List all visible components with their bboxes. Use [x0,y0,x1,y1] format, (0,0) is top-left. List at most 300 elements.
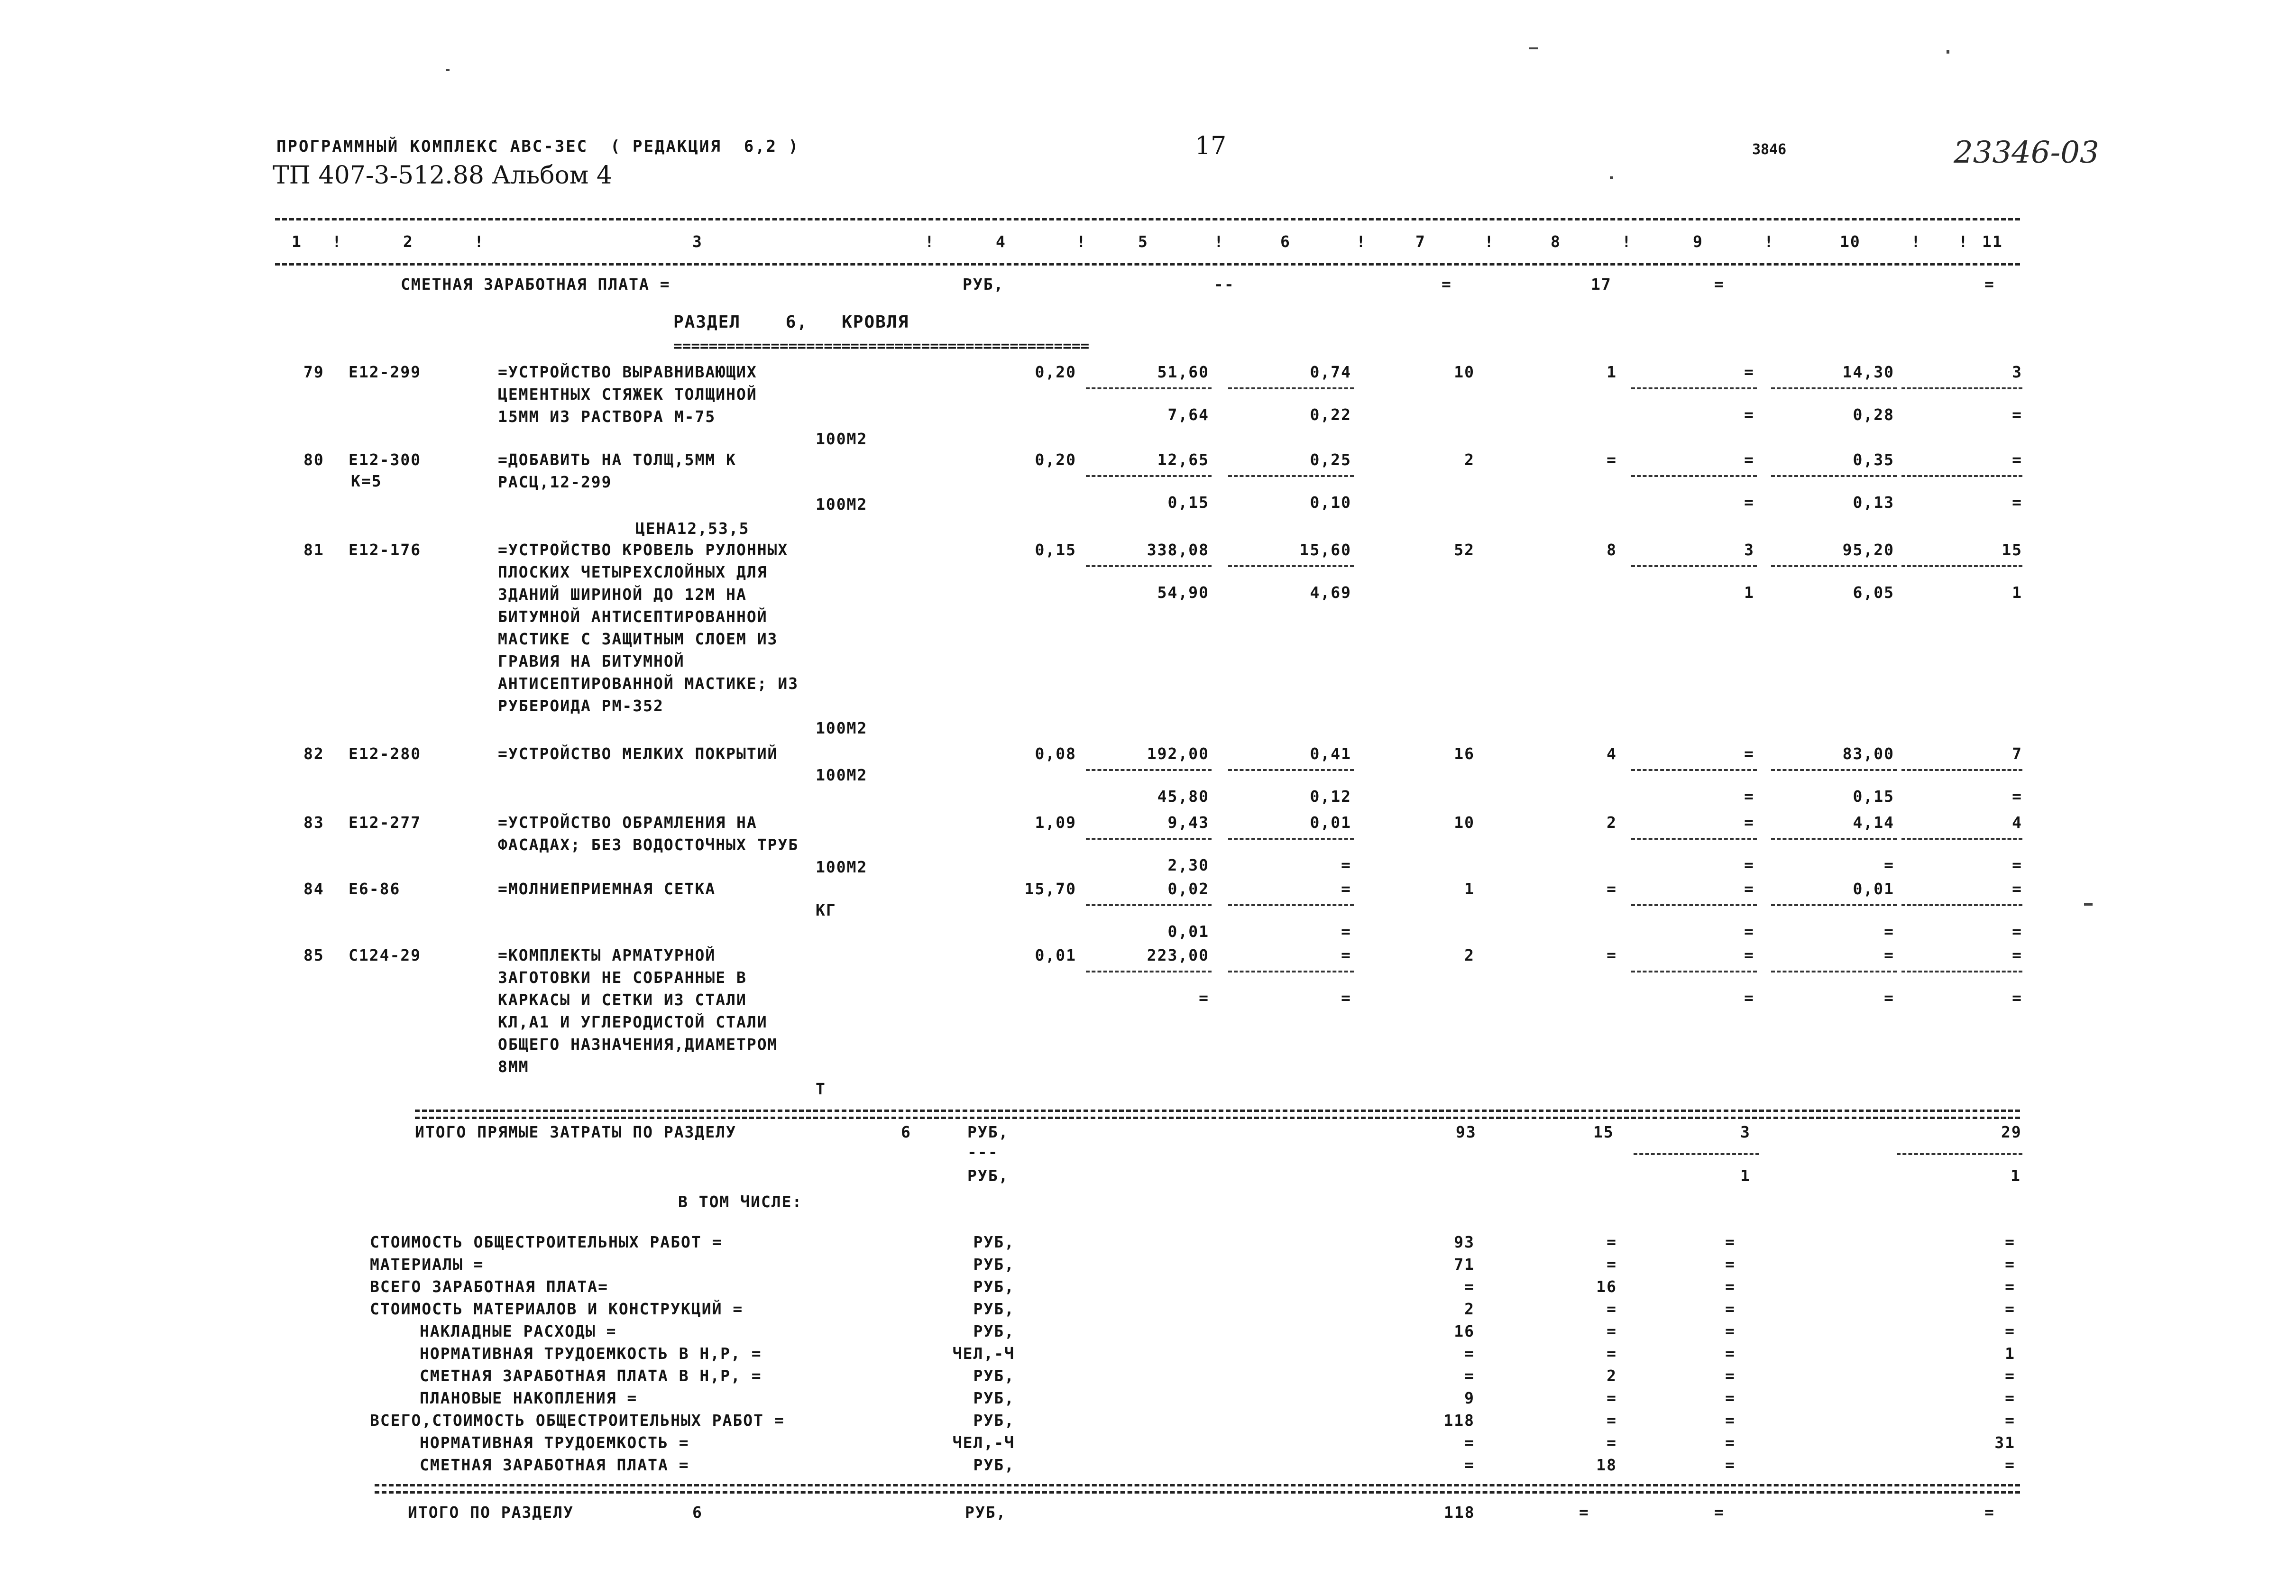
column-header-11: 11 [1982,232,2003,251]
row-c9: = [1744,813,1754,832]
row-rule [1771,475,1897,477]
column-header-1: 1 [292,232,302,251]
top-wage-c7: = [1442,275,1452,294]
row-description-line: ФАСАДАХ; БЕЗ ВОДОСТОЧНЫХ ТРУБ [498,835,799,854]
summary-c8: = [1607,1322,1617,1340]
scan-speck [1947,50,1949,54]
column-header-8: 8 [1551,232,1561,251]
summary-unit: РУБ, [973,1389,1015,1407]
summary-unit: РУБ, [973,1411,1015,1430]
row-rule [1901,971,2022,972]
row-number: 79 [303,363,324,381]
row-c10-second: = [1884,856,1894,874]
summary-c7: = [1464,1277,1475,1296]
row-description-line: ПЛОСКИХ ЧЕТЫРЕХСЛОЙНЫХ ДЛЯ [498,563,768,581]
row-description-line: =УСТРОЙСТВО МЕЛКИХ ПОКРЫТИЙ [498,744,778,763]
row-rule [1901,838,2022,840]
row-description-line: КЛ,А1 И УГЛЕРОДИСТОЙ СТАЛИ [498,1013,768,1031]
row-c8: 4 [1607,744,1617,763]
row-quantity: 0,20 [1035,450,1076,469]
column-separator: ! [1764,232,1774,251]
row-number: 81 [303,541,324,559]
summary-c11: = [2005,1411,2015,1430]
direct-total-label: ИТОГО ПРЯМЫЕ ЗАТРАТЫ ПО РАЗДЕЛУ [415,1123,736,1141]
summary-c9: = [1725,1344,1736,1363]
summary-c7: = [1464,1344,1475,1363]
column-separator: ! [1484,232,1495,251]
top-wage-c8: 17 [1591,275,1612,294]
row-c7: 2 [1464,450,1475,469]
row-rule [1228,971,1354,972]
column-separator: ! [925,232,935,251]
row-c11: = [2012,450,2022,469]
row-c10: 4,14 [1853,813,1894,832]
row-c5: 51,60 [1157,363,1209,381]
summary-label: СМЕТНАЯ ЗАРАБОТНАЯ ПЛАТА = [420,1456,689,1474]
summary-c8: 18 [1596,1456,1617,1474]
row-c10: 14,30 [1842,363,1894,381]
direct-total-c11: 29 [2001,1123,2022,1141]
summary-unit: РУБ, [973,1277,1015,1296]
row-c6-second: = [1341,856,1351,874]
section-total-c11: = [1984,1503,1995,1522]
row-c5-second: 0,01 [1167,922,1209,941]
row-c11: = [2012,880,2022,898]
direct-total-dashes: --- [967,1143,999,1161]
row-c6-second: 0,12 [1310,787,1351,806]
row-c9-second: = [1744,989,1754,1007]
row-c11: 15 [2002,541,2022,559]
scan-speck [2084,903,2093,906]
row-description-line: =ДОБАВИТЬ НА ТОЛЩ,5ММ К [498,450,736,469]
row-c8: = [1607,880,1617,898]
column-header-10: 10 [1840,232,1861,251]
row-unit: 100М2 [816,495,868,514]
row-c5: 0,02 [1167,880,1209,898]
direct-total-c8: 15 [1593,1123,1614,1141]
row-c10-second: = [1884,989,1894,1007]
summary-c8: 16 [1596,1277,1617,1296]
row-c10: = [1884,946,1894,964]
row-code: Е12-300 [349,450,422,469]
section-total-section: 6 [692,1503,703,1522]
row-c6: 0,41 [1310,744,1351,763]
scan-speck [1529,47,1538,49]
direct-total-c7: 93 [1456,1123,1477,1141]
summary-c8: = [1607,1344,1617,1363]
summary-c11: = [2005,1322,2015,1340]
summary-c8: = [1607,1300,1617,1318]
column-header-3: 3 [692,232,703,251]
scan-speck [446,69,450,71]
top-wage-unit: РУБ, [963,275,1004,294]
total-separator [415,1117,2020,1119]
row-code: Е12-176 [349,541,422,559]
row-rule [1771,971,1897,972]
row-c10-second: 6,05 [1853,583,1894,602]
row-c5: 223,00 [1147,946,1209,964]
row-quantity: 0,20 [1035,363,1076,381]
summary-label: НОРМАТИВНАЯ ТРУДОЕМКОСТЬ = [420,1433,689,1452]
summary-unit: РУБ, [973,1300,1015,1318]
row-number: 84 [303,880,324,898]
section-underline: =============================================== [673,338,1090,355]
row-c5-second: = [1199,989,1209,1007]
row-number: 85 [303,946,324,964]
row-c7: 2 [1464,946,1475,964]
row-c5-second: 7,64 [1167,405,1209,424]
top-wage-label: СМЕТНАЯ ЗАРАБОТНАЯ ПЛАТА = [401,275,670,294]
summary-unit: РУБ, [973,1255,1015,1274]
summary-label: СТОИМОСТЬ ОБЩЕСТРОИТЕЛЬНЫХ РАБОТ = [370,1233,723,1251]
row-rule [1086,769,1212,771]
row-rule [1901,387,2022,389]
row-unit: КГ [816,901,836,919]
row-c6-second: 4,69 [1310,583,1351,602]
row-c10-second: = [1884,922,1894,941]
row-c5: 9,43 [1167,813,1209,832]
summary-c9: = [1725,1367,1736,1385]
row-number: 83 [303,813,324,832]
row-rule [1631,475,1757,477]
row-c10: 0,01 [1853,880,1894,898]
row-c9: 3 [1744,541,1754,559]
summary-c7: 9 [1464,1389,1475,1407]
column-separator: ! [1214,232,1224,251]
summary-unit: РУБ, [973,1233,1015,1251]
row-rule [1631,387,1757,389]
summary-c8: = [1607,1233,1617,1251]
row-c9-second: 1 [1744,583,1754,602]
row-code: Е12-280 [349,744,422,763]
section-total-label: ИТОГО ПО РАЗДЕЛУ [408,1503,574,1522]
summary-c9: = [1725,1411,1736,1430]
total-separator [415,1110,2020,1112]
row-c6: 15,60 [1299,541,1351,559]
row-c9-second: = [1744,405,1754,424]
summary-label: СМЕТНАЯ ЗАРАБОТНАЯ ПЛАТА В Н,Р, = [420,1367,762,1385]
summary-c8: = [1607,1389,1617,1407]
section-total-c9: = [1714,1503,1725,1522]
summary-c8: = [1607,1433,1617,1452]
row-c11-second: 1 [2012,583,2022,602]
summary-unit: ЧЕЛ,-Ч [952,1433,1015,1452]
row-c11-second: = [2012,787,2022,806]
row-c8: = [1607,450,1617,469]
row-rule [1771,565,1897,567]
handwritten-number: 23346-03 [1954,135,2099,170]
row-c9-second: = [1744,787,1754,806]
row-c9-second: = [1744,493,1754,512]
row-description-line: МАСТИКЕ С ЗАЩИТНЫМ СЛОЕМ ИЗ [498,630,778,648]
summary-c9: = [1725,1277,1736,1296]
row-c11-second: = [2012,493,2022,512]
row-rule [1631,769,1757,771]
summary-c8: = [1607,1411,1617,1430]
column-header-4: 4 [996,232,1006,251]
row-number: 80 [303,450,324,469]
row-c8: = [1607,946,1617,964]
section-total-unit: РУБ, [965,1503,1007,1522]
row-description-line: АНТИСЕПТИРОВАННОЙ МАСТИКЕ; ИЗ [498,674,799,693]
document-title: ТП 407-3-512.88 Альбом 4 [273,161,612,190]
summary-unit: РУБ, [973,1322,1015,1340]
row-c6-second: = [1341,989,1351,1007]
row-rule [1631,838,1757,840]
row-quantity: 1,09 [1035,813,1076,832]
row-code: С124-29 [349,946,422,964]
row-c11-second: = [2012,405,2022,424]
section-total-c8: = [1579,1503,1589,1522]
row-rule [1086,838,1212,840]
direct-total-section: 6 [901,1123,911,1141]
row-quantity: 0,01 [1035,946,1076,964]
row-description-line: =КОМПЛЕКТЫ АРМАТУРНОЙ [498,946,716,964]
summary-c7: 118 [1443,1411,1475,1430]
summary-unit: РУБ, [973,1367,1015,1385]
row-c6: = [1341,946,1351,964]
column-header-7: 7 [1415,232,1426,251]
summary-c11: 31 [1994,1433,2015,1452]
row-c6-second: 0,22 [1310,405,1351,424]
summary-label: НАКЛАДНЫЕ РАСХОДЫ = [420,1322,617,1340]
column-separator: ! [474,232,485,251]
section-title: РАЗДЕЛ 6, КРОВЛЯ [673,312,909,332]
column-separator: ! [1622,232,1632,251]
summary-c7: = [1464,1367,1475,1385]
row-c11-second: = [2012,989,2022,1007]
row-c5: 192,00 [1147,744,1209,763]
row-c10: 83,00 [1842,744,1894,763]
summary-label: СТОИМОСТЬ МАТЕРИАЛОВ И КОНСТРУКЦИЙ = [370,1300,744,1318]
section-total-c7: 118 [1444,1503,1475,1522]
row-unit: 100М2 [816,719,868,737]
row-rule [1086,971,1212,972]
top-wage-c5: -- [1214,275,1235,294]
row-c11: 3 [2012,363,2022,381]
top-wage-c11: = [1984,275,1995,294]
summary-c7: 2 [1464,1300,1475,1318]
row-description-line: 15ММ ИЗ РАСТВОРА М-75 [498,407,716,426]
summary-unit: РУБ, [973,1456,1015,1474]
row-rule [1901,565,2022,567]
row-code: Е12-299 [349,363,422,381]
row-rule [1086,387,1212,389]
summary-c11: = [2005,1300,2015,1318]
row-price-note: ЦЕНА12,53,5 [635,519,750,538]
row-description-line: ЦЕМЕНТНЫХ СТЯЖЕК ТОЛЩИНОЙ [498,385,757,404]
table-border-header [275,263,2020,266]
row-rule [1901,475,2022,477]
row-rule [1771,387,1897,389]
row-c9: = [1744,744,1754,763]
row-c11: 7 [2012,744,2022,763]
summary-c8: = [1607,1255,1617,1274]
row-c6: 0,74 [1310,363,1351,381]
summary-c7: = [1464,1456,1475,1474]
summary-c11: = [2005,1277,2015,1296]
column-header-2: 2 [403,232,413,251]
summary-c9: = [1725,1300,1736,1318]
row-c9: = [1744,363,1754,381]
row-c5: 12,65 [1157,450,1209,469]
row-rule [1901,769,2022,771]
row-c8: 2 [1607,813,1617,832]
page-number: 17 [1195,132,1227,160]
row-description-line: ОБЩЕГО НАЗНАЧЕНИЯ,ДИАМЕТРОМ [498,1035,778,1054]
summary-unit: ЧЕЛ,-Ч [952,1344,1015,1363]
row-rule [1086,904,1212,906]
row-rule [1228,475,1354,477]
summary-c11: = [2005,1255,2015,1274]
row-c6-second: = [1341,922,1351,941]
row-c6-second: 0,10 [1310,493,1351,512]
row-c10: 95,20 [1842,541,1894,559]
row-description-line: =УСТРОЙСТВО КРОВЕЛЬ РУЛОННЫХ [498,541,789,559]
row-c6: 0,25 [1310,450,1351,469]
row-description-line: =УСТРОЙСТВО ВЫРАВНИВАЮЩИХ [498,363,757,381]
row-c9: = [1744,946,1754,964]
row-quantity: 0,08 [1035,744,1076,763]
row-quantity: 15,70 [1024,880,1076,898]
row-c5-second: 54,90 [1157,583,1209,602]
row-rule [1228,565,1354,567]
row-c6: = [1341,880,1351,898]
summary-c9: = [1725,1255,1736,1274]
row-c10: 0,35 [1853,450,1894,469]
column-separator: ! [1076,232,1087,251]
row-rule [1228,769,1354,771]
column-separator: ! [1911,232,1921,251]
summary-c8: 2 [1607,1367,1617,1385]
row-c8: 8 [1607,541,1617,559]
row-description-line: БИТУМНОЙ АНТИСЕПТИРОВАННОЙ [498,607,768,626]
direct-total-rule [1897,1153,2022,1155]
direct-total-c9b: 1 [1740,1166,1751,1185]
row-rule [1771,769,1897,771]
row-description-line: ЗАГОТОВКИ НЕ СОБРАННЫЕ В [498,968,747,987]
row-rule [1631,971,1757,972]
row-description-line: КАРКАСЫ И СЕТКИ ИЗ СТАЛИ [498,991,747,1009]
row-unit: Т [816,1080,826,1098]
summary-label: ПЛАНОВЫЕ НАКОПЛЕНИЯ = [420,1389,638,1407]
row-c5: 338,08 [1147,541,1209,559]
row-c6: 0,01 [1310,813,1351,832]
row-rule [1771,838,1897,840]
column-separator: ! [1356,232,1367,251]
row-c9-second: = [1744,922,1754,941]
row-rule [1228,904,1354,906]
row-rule [1228,838,1354,840]
summary-label: ВСЕГО,СТОИМОСТЬ ОБЩЕСТРОИТЕЛЬНЫХ РАБОТ = [370,1411,785,1430]
summary-c9: = [1725,1322,1736,1340]
row-c11-second: = [2012,856,2022,874]
column-separator: ! [1958,232,1969,251]
top-wage-c9: = [1714,275,1725,294]
column-header-9: 9 [1693,232,1703,251]
direct-total-rule [1634,1153,1759,1155]
row-rule [1086,565,1212,567]
row-c10-second: 0,28 [1853,405,1894,424]
summary-c11: = [2005,1389,2015,1407]
row-c11: = [2012,946,2022,964]
row-unit: 100М2 [816,858,868,876]
summary-c9: = [1725,1233,1736,1251]
summary-c11: = [2005,1367,2015,1385]
summary-separator [375,1491,2020,1494]
row-description-line: РУБЕРОИДА РМ-352 [498,697,664,715]
row-c11-second: = [2012,922,2022,941]
row-c11: 4 [2012,813,2022,832]
row-c7: 10 [1454,363,1475,381]
row-description-line: 8ММ [498,1057,529,1076]
row-c9: = [1744,450,1754,469]
row-description-line: ГРАВИЯ НА БИТУМНОЙ [498,652,685,670]
row-c10-second: 0,15 [1853,787,1894,806]
summary-c9: = [1725,1389,1736,1407]
summary-c7: 16 [1454,1322,1475,1340]
row-c7: 16 [1454,744,1475,763]
summary-c7: 71 [1454,1255,1475,1274]
summary-c9: = [1725,1456,1736,1474]
row-number: 82 [303,744,324,763]
row-description-line: РАСЦ,12-299 [498,473,612,491]
direct-total-unit2: РУБ, [967,1166,1009,1185]
summary-c11: = [2005,1233,2015,1251]
row-c7: 52 [1454,541,1475,559]
row-rule [1771,904,1897,906]
row-c8: 1 [1607,363,1617,381]
row-c7: 1 [1464,880,1475,898]
column-header-6: 6 [1280,232,1291,251]
row-rule [1901,904,2022,906]
row-c5-second: 2,30 [1167,856,1209,874]
row-c10-second: 0,13 [1853,493,1894,512]
summary-c7: 93 [1454,1233,1475,1251]
row-rule [1086,475,1212,477]
document-code: 3846 [1752,141,1787,158]
table-border-top [275,218,2020,220]
scan-speck [1610,176,1613,179]
summary-label: НОРМАТИВНАЯ ТРУДОЕМКОСТЬ В Н,Р, = [420,1344,762,1363]
summary-c9: = [1725,1433,1736,1452]
summary-label: ВСЕГО ЗАРАБОТНАЯ ПЛАТА= [370,1277,608,1296]
summary-c11: = [2005,1456,2015,1474]
column-separator: ! [332,232,342,251]
row-c9-second: = [1744,856,1754,874]
direct-total-unit: РУБ, [967,1123,1009,1141]
summary-separator [375,1484,2020,1486]
row-c9: = [1744,880,1754,898]
row-c7: 10 [1454,813,1475,832]
row-description-line: =МОЛНИЕПРИЕМНАЯ СЕТКА [498,880,716,898]
row-code-suffix: К=5 [351,472,382,490]
row-c5-second: 0,15 [1167,493,1209,512]
row-quantity: 0,15 [1035,541,1076,559]
row-rule [1631,565,1757,567]
row-rule [1631,904,1757,906]
direct-total-c9: 3 [1740,1123,1751,1141]
row-unit: 100М2 [816,430,868,448]
row-rule [1228,387,1354,389]
program-header: ПРОГРАММНЫЙ КОМПЛЕКС АВС-3ЕС ( РЕДАКЦИЯ 6,2 ) [276,137,800,156]
row-description-line: ЗДАНИЙ ШИРИНОЙ ДО 12М НА [498,585,747,604]
column-header-5: 5 [1138,232,1148,251]
row-c5-second: 45,80 [1157,787,1209,806]
summary-c11: 1 [2005,1344,2015,1363]
direct-total-c11b: 1 [2011,1166,2021,1185]
summary-c7: = [1464,1433,1475,1452]
